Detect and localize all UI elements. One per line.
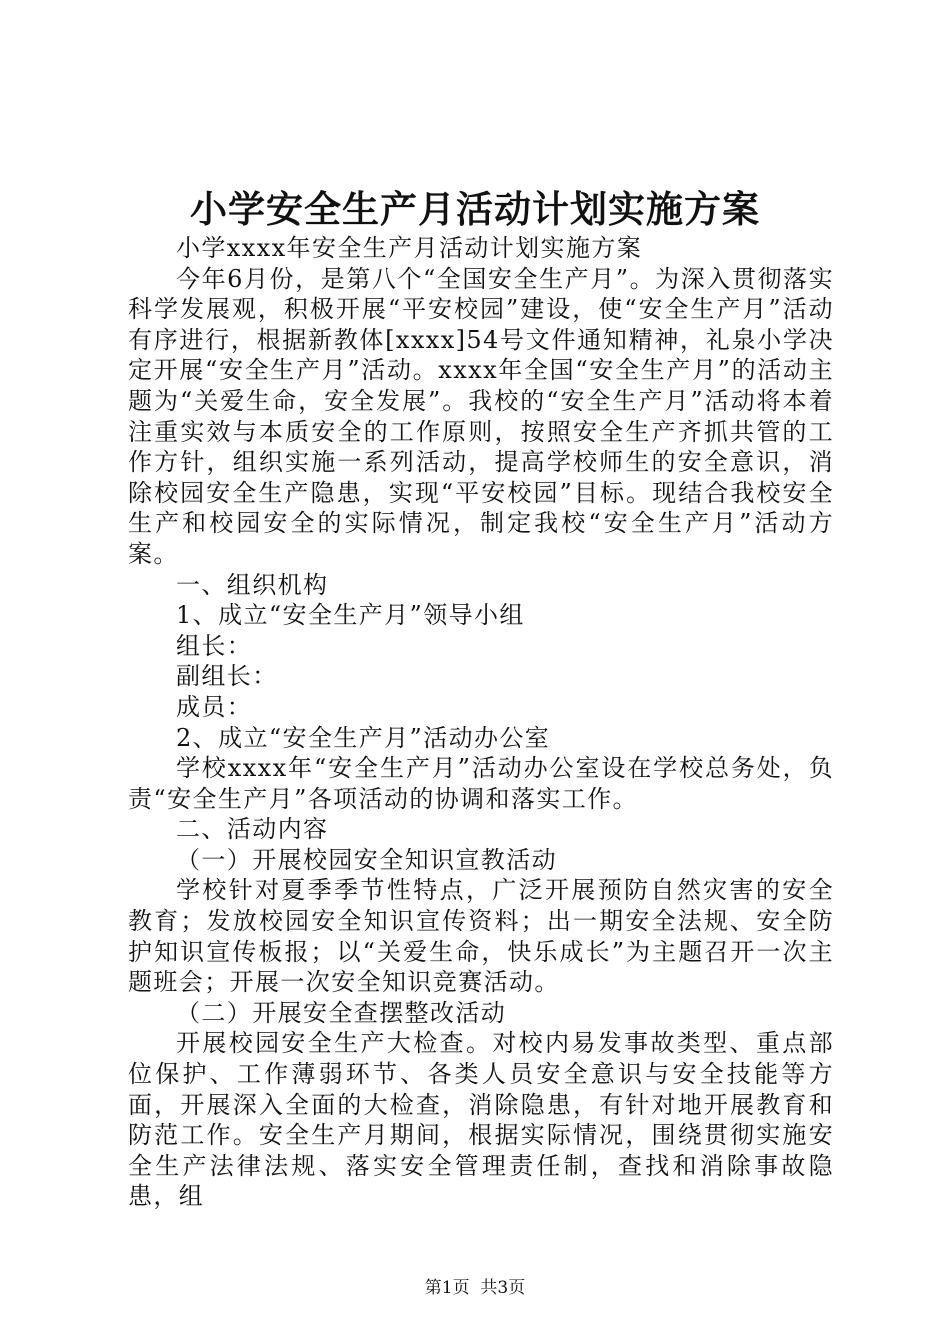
item-leadership-group: 1、成立“安全生产月”领导小组 <box>176 601 525 630</box>
field-deputy-leader: 副组长： <box>176 662 278 691</box>
document-title: 小学安全生产月活动计划实施方案 <box>190 187 760 231</box>
field-members: 成员： <box>176 692 253 721</box>
paragraph-intro: 今年6月份，是第八个“全国安全生产月”。为深入贯彻落实科学发展观，积极开展“平安校园”建设，使“安全生产月”活动有序进行，根据新教体[xxxx]54号文件通知精神，礼泉小学决定开展“安全生产月”活动。xxxx年全国“安全生产月”的活动主题为“关爱生命，安全发展”。我校的“安全生产月”活动将本着注重实效与本质安全的工作原则，按照安全生产齐抓共管的工作方针，组织实施一系列活动，提高学校师生的安全意识，消除校园安全生产隐患，实现“平安校园”目标。现结合我校安全生产和校园安全的实际情况，制定我校“安全生产月”活动方案。 <box>128 264 834 568</box>
field-group-leader: 组长： <box>176 631 253 660</box>
paragraph-subtitle: 小学xxxx年安全生产月活动计划实施方案 <box>176 234 643 262</box>
subsection-heading-inspection: （二）开展安全查摆整改活动 <box>176 998 507 1027</box>
subsection-heading-education: （一）开展校园安全知识宣教活动 <box>176 845 557 874</box>
paragraph-education: 学校针对夏季季节性特点，广泛开展预防自然灾害的安全教育；发放校园安全知识宣传资料；出一期安全法规、安全防护知识宣传板报；以“关爱生命，快乐成长”为主题召开一次主题班会；开展一次安全知识竞赛活动。 <box>128 876 834 997</box>
paragraph-inspection: 开展校园安全生产大检查。对校内易发事故类型、重点部位保护、工作薄弱环节、各类人员安全意识与安全技能等方面，开展深入全面的大检查，消除隐患，有针对地开展教育和防范工作。安全生产月期间，根据实际情况，围绕贯彻实施安全生产法律法规、落实安全管理责任制，查找和消除事故隐患，组 <box>128 1029 834 1211</box>
page-footer <box>0 1276 950 1300</box>
paragraph-office-description: 学校xxxx年“安全生产月”活动办公室设在学校总务处，负责“安全生产月”各项活动的协调和落实工作。 <box>128 754 834 813</box>
item-activity-office: 2、成立“安全生产月”活动办公室 <box>176 723 551 752</box>
document-body <box>128 233 834 1212</box>
page-number-label: 第1页 共3页 <box>424 1278 526 1298</box>
section-heading-activities: 二、活动内容 <box>176 815 329 844</box>
section-heading-organization: 一、组织机构 <box>176 570 329 599</box>
